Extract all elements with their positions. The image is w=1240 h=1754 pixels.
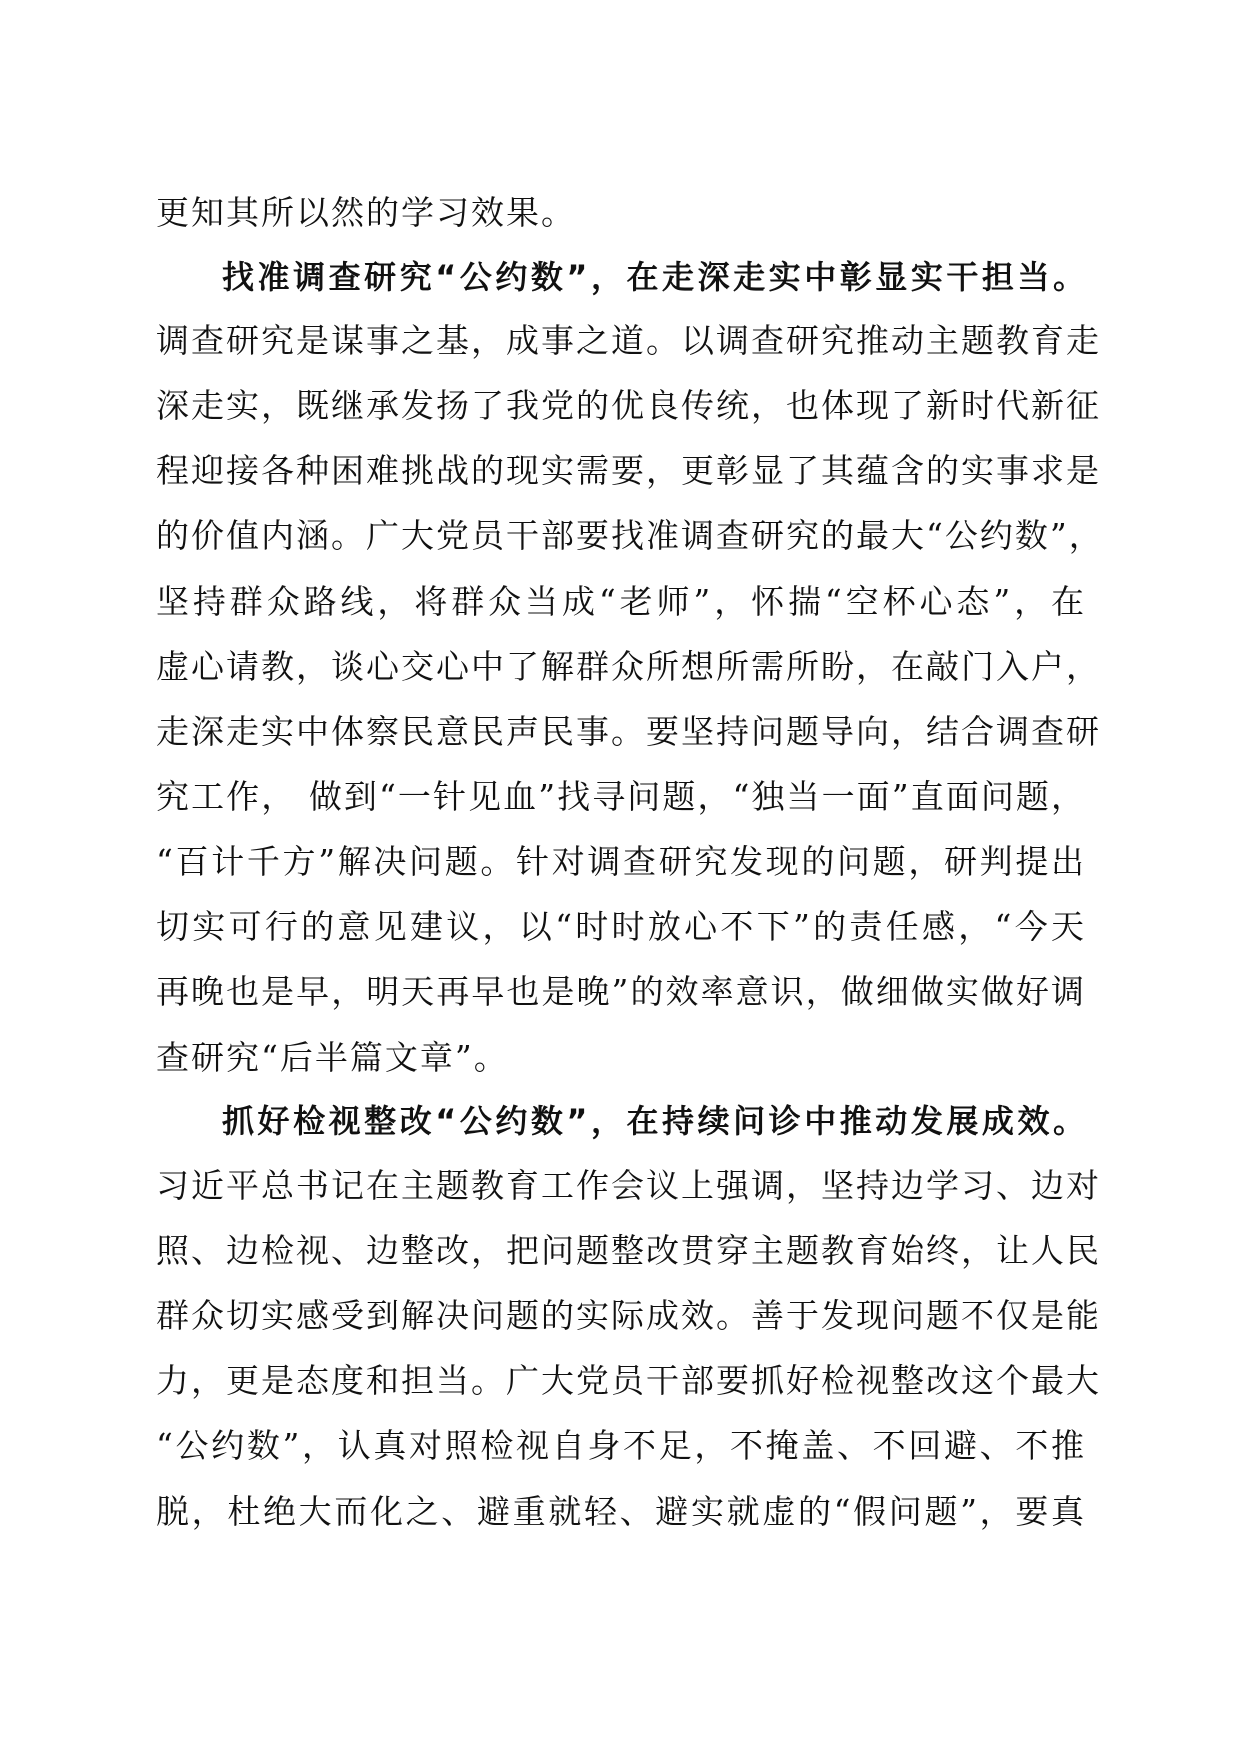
paragraph-line: 查研究“后半篇文章”。	[156, 1038, 509, 1077]
paragraph-line: 切实可行的意见建议，以“时时放心不下”的责任感，“今天	[156, 907, 1086, 946]
paragraph-line: 习近平总书记在主题教育工作会议上强调，坚持边学习、边对	[156, 1166, 1101, 1205]
paragraph-line: 虚心请教，谈心交心中了解群众所想所需所盼，在敲门入户，	[156, 647, 1101, 686]
paragraph-line: 坚持群众路线，将群众当成“老师”，怀揣“空杯心态”，在	[156, 582, 1086, 621]
paragraph-line: 程迎接各种困难挑战的现实需要，更彰显了其蕴含的实事求是	[156, 451, 1101, 490]
paragraph-line: 更知其所以然的学习效果。	[156, 193, 576, 232]
paragraph-line: “百计千方”解决问题。针对调查研究发现的问题，研判提出	[156, 842, 1086, 881]
paragraph-line: 走深走实中体察民意民声民事。要坚持问题导向，结合调查研	[156, 712, 1101, 751]
section-heading: 抓好检视整改“公约数”，在持续问诊中推动发展成效。	[222, 1102, 1086, 1140]
paragraph-line: 调查研究是谋事之基，成事之道。以调查研究推动主题教育走	[156, 321, 1101, 360]
paragraph-line: 的价值内涵。广大党员干部要找准调查研究的最大“公约数”，	[156, 516, 1104, 555]
paragraph-line: “公约数”，认真对照检视自身不足，不掩盖、不回避、不推	[156, 1426, 1086, 1465]
paragraph-line: 深走实，既继承发扬了我党的优良传统，也体现了新时代新征	[156, 386, 1101, 425]
paragraph-line: 脱，杜绝大而化之、避重就轻、避实就虚的“假问题”，要真	[156, 1492, 1086, 1531]
paragraph-line: 究工作， 做到“一针见血”找寻问题，“独当一面”直面问题，	[156, 777, 1086, 816]
paragraph-line: 群众切实感受到解决问题的实际成效。善于发现问题不仅是能	[156, 1296, 1101, 1335]
paragraph-line: 照、边检视、边整改，把问题整改贯穿主题教育始终，让人民	[156, 1231, 1101, 1270]
paragraph-line: 力，更是态度和担当。广大党员干部要抓好检视整改这个最大	[156, 1361, 1101, 1400]
paragraph-line: 再晚也是早，明天再早也是晚”的效率意识，做细做实做好调	[156, 972, 1086, 1011]
section-heading: 找准调查研究“公约数”，在走深走实中彰显实干担当。	[222, 258, 1086, 296]
